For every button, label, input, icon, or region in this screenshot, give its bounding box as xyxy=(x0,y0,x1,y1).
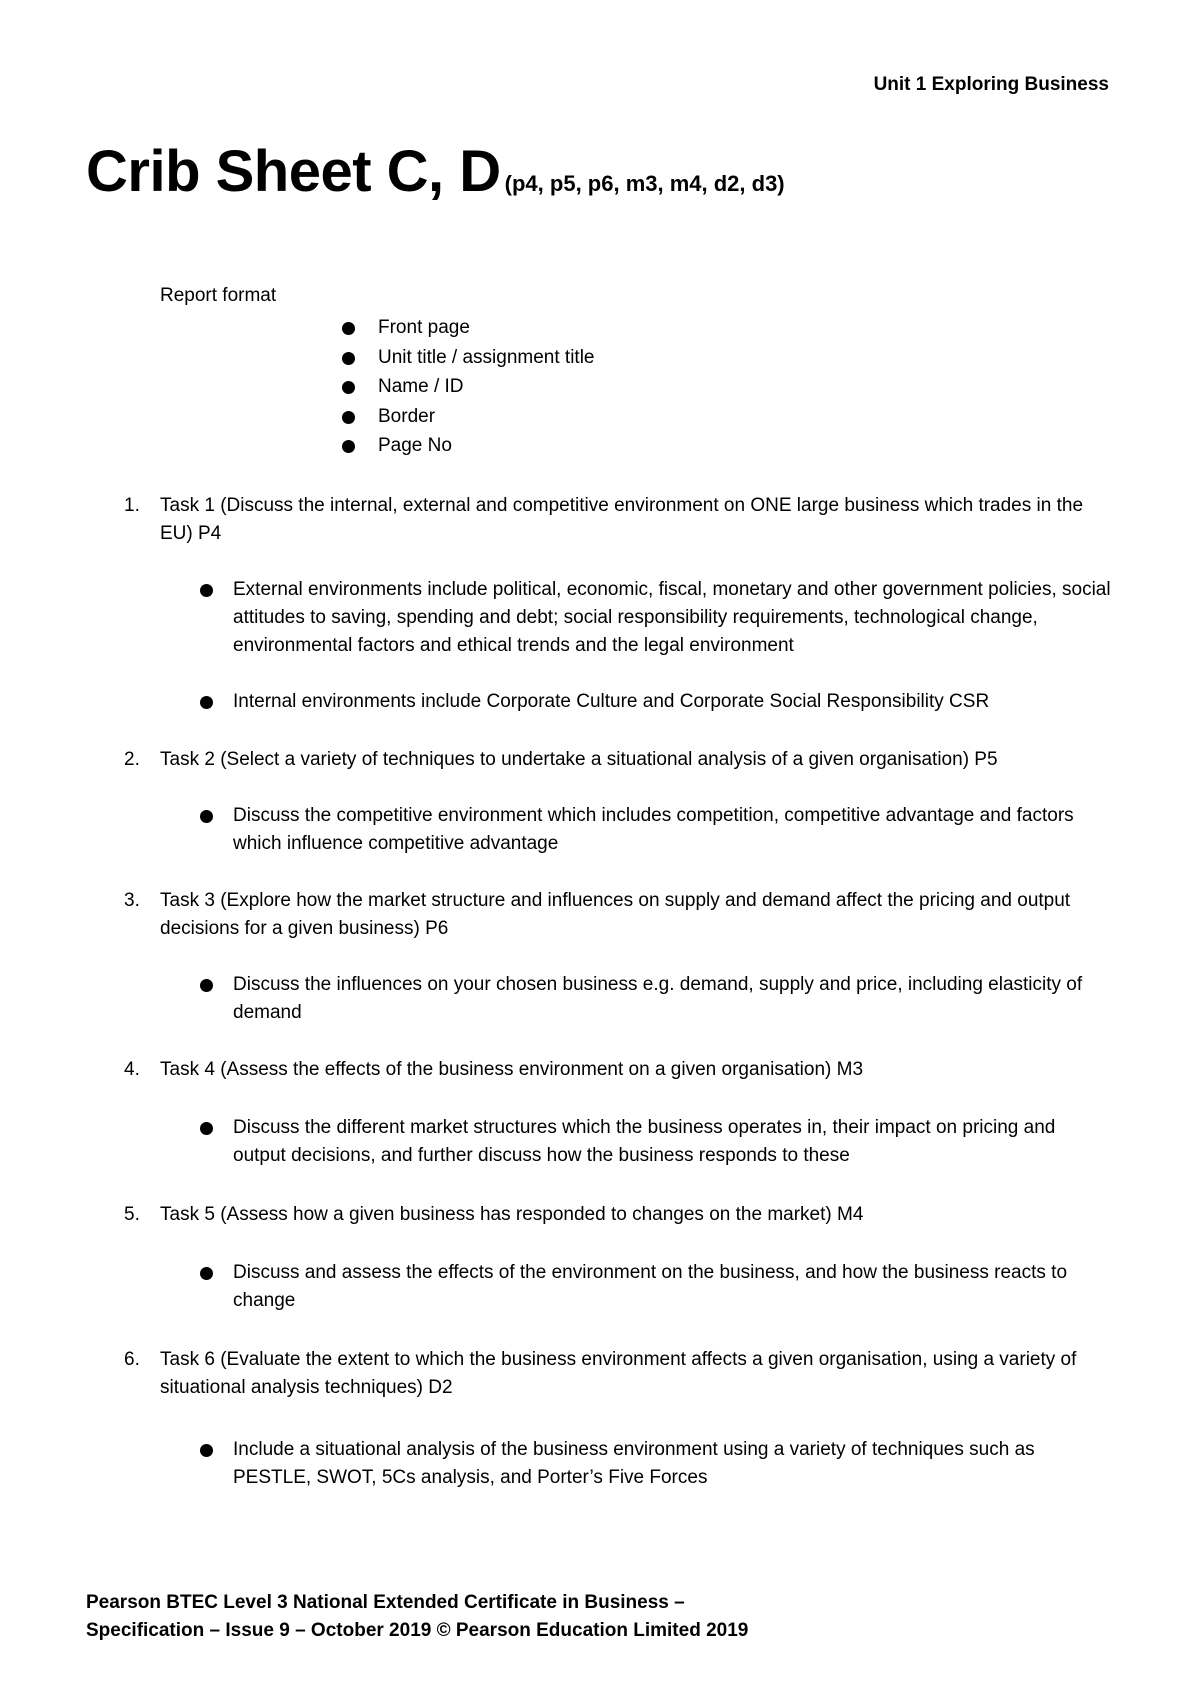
bullet-icon xyxy=(342,322,355,335)
task-number: 1. xyxy=(124,495,140,516)
bullet-icon xyxy=(200,1444,213,1457)
bullet-icon xyxy=(200,1267,213,1280)
report-format-label: Report format xyxy=(160,285,277,306)
task-number: 6. xyxy=(124,1349,140,1370)
task-title: Task 3 (Explore how the market structure and influences on supply and demand affect the pricing and output decisions for a given business) P6 xyxy=(160,890,1071,939)
bullet-icon xyxy=(342,352,355,365)
bullet-icon xyxy=(200,1122,213,1135)
task-number: 3. xyxy=(124,890,140,911)
task-title: Task 2 (Select a variety of techniques to undertake a situational analysis of a given organisation) P5 xyxy=(160,749,998,770)
task-title: Task 4 (Assess the effects of the business environment on a given organisation) M3 xyxy=(160,1059,864,1080)
task-number: 4. xyxy=(124,1059,140,1080)
bullet-icon xyxy=(342,381,355,394)
footer-line-2: Specification – Issue 9 – October 2019 © Pearson Education Limited 2019 xyxy=(86,1620,749,1641)
bullet-icon xyxy=(200,696,213,709)
title-main: Crib Sheet C, D xyxy=(86,139,501,204)
bullet-icon xyxy=(342,440,355,453)
footer-line-1: Pearson BTEC Level 3 National Extended Certificate in Business – xyxy=(86,1592,685,1613)
title-criteria: (p4, p5, p6, m3, m4, d2, d3) xyxy=(504,171,785,196)
bullet-icon xyxy=(200,584,213,597)
task-title: Task 5 (Assess how a given business has responded to changes on the market) M4 xyxy=(160,1204,864,1225)
page-title xyxy=(86,138,785,205)
bullet-icon xyxy=(200,979,213,992)
task-title: Task 6 (Evaluate the extent to which the business environment affects a given organisation, using a variety of situational analysis techniques) D2 xyxy=(160,1349,1077,1398)
task-title: Task 1 (Discuss the internal, external and competitive environment on ONE large business which trades in the EU) P4 xyxy=(160,495,1084,544)
bullet-icon xyxy=(342,411,355,424)
task-number: 2. xyxy=(124,749,140,770)
unit-header: Unit 1 Exploring Business xyxy=(873,74,1109,95)
task-number: 5. xyxy=(124,1204,140,1225)
bullet-icon xyxy=(200,810,213,823)
page-footer xyxy=(86,1589,748,1645)
